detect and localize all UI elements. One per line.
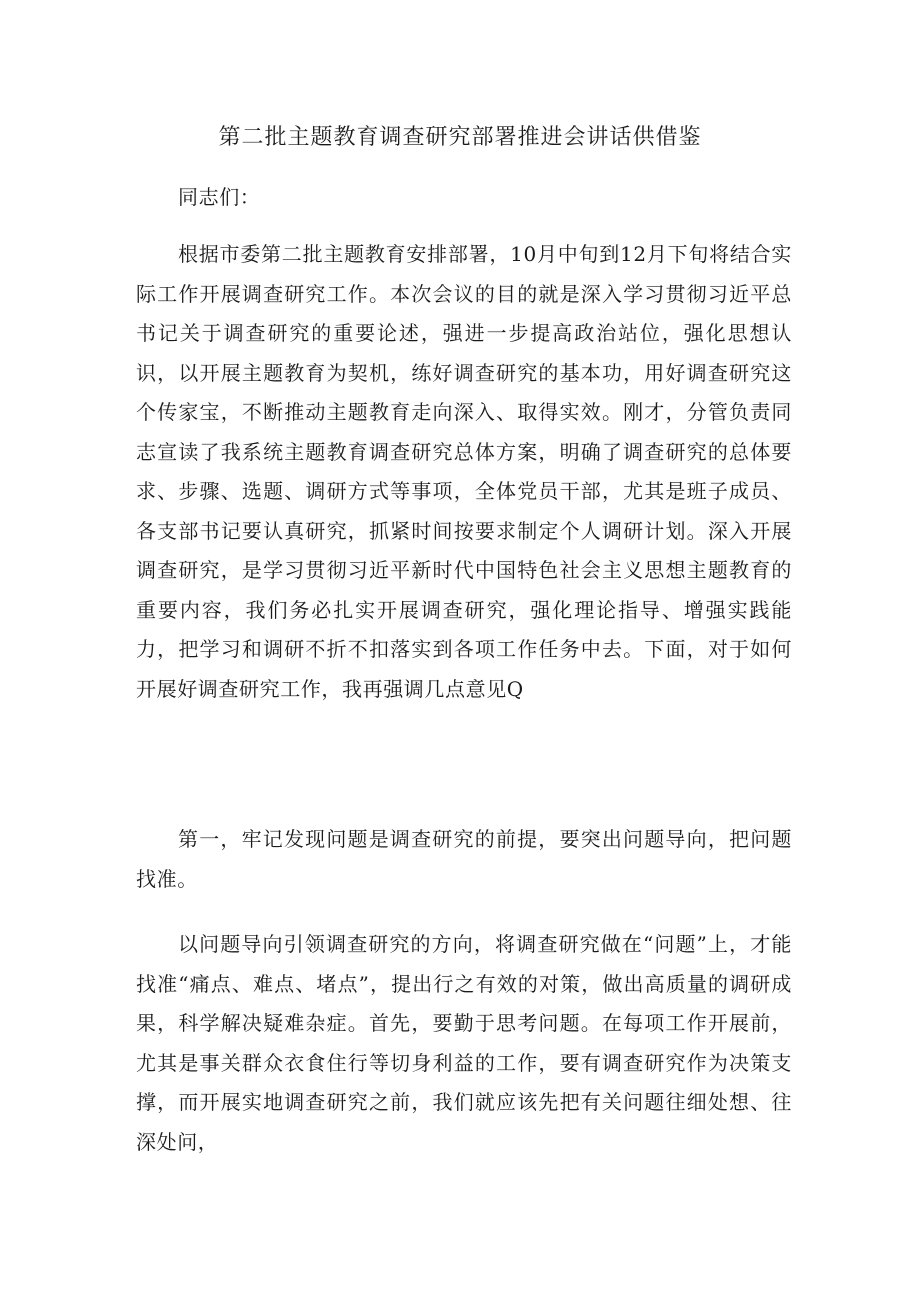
paragraph-section-heading: 第一，牢记发现问题是调查研究的前提，要突出问题导向，把问题找准。 [136, 827, 792, 891]
document-title: 第二批主题教育调查研究部署推进会讲话供借鉴 [218, 125, 702, 150]
greeting: 同志们： [178, 185, 261, 209]
paragraph-intro: 根据市委第二批主题教育安排部署，10月中旬到12月下旬将结合实际工作开展调查研究工作。本次会议的目的就是深入学习贯彻习近平总书记关于调查研究的重要论述，强进一步提高政治站位，强化思想认识，以开展主题教育为契机，练好调查研究的基本功，用好调查研究这个传家宝，不断推动主题教育走向深入、取得实效。刚才，分管负责同志宣读了我系统主题教育调查研究总体方案，明确了调查研究的总体要求、步骤、选题、调研方式等事项，全体党员干部，尤其是班子成员、各支部书记要认真研究，抓紧时间按要求制定个人调研计划。深入开展调查研究，是学习贯彻习近平新时代中国特色社会主义思想主题教育的重要内容，我们务必扎实开展调查研究，强化理论指导、增强实践能力，把学习和调研不折不扣落实到各项工作任务中去。下面，对于如何开展好调查研究工作，我再强调几点意见Q [136, 242, 792, 701]
paragraph-body: 以问题导向引领调查研究的方向，将调查研究做在“问题”上，才能找准“痛点、难点、堵点”，提出行之有效的对策，做出高质量的调研成果，科学解决疑难杂症。首先，要勤于思考问题。在每项工作开展前，尤其是事关群众衣食住行等切身利益的工作，要有调查研究作为决策支撑，而开展实地调查研究之前，我们就应该先把有关问题往细处想、往深处问， [136, 932, 792, 1154]
